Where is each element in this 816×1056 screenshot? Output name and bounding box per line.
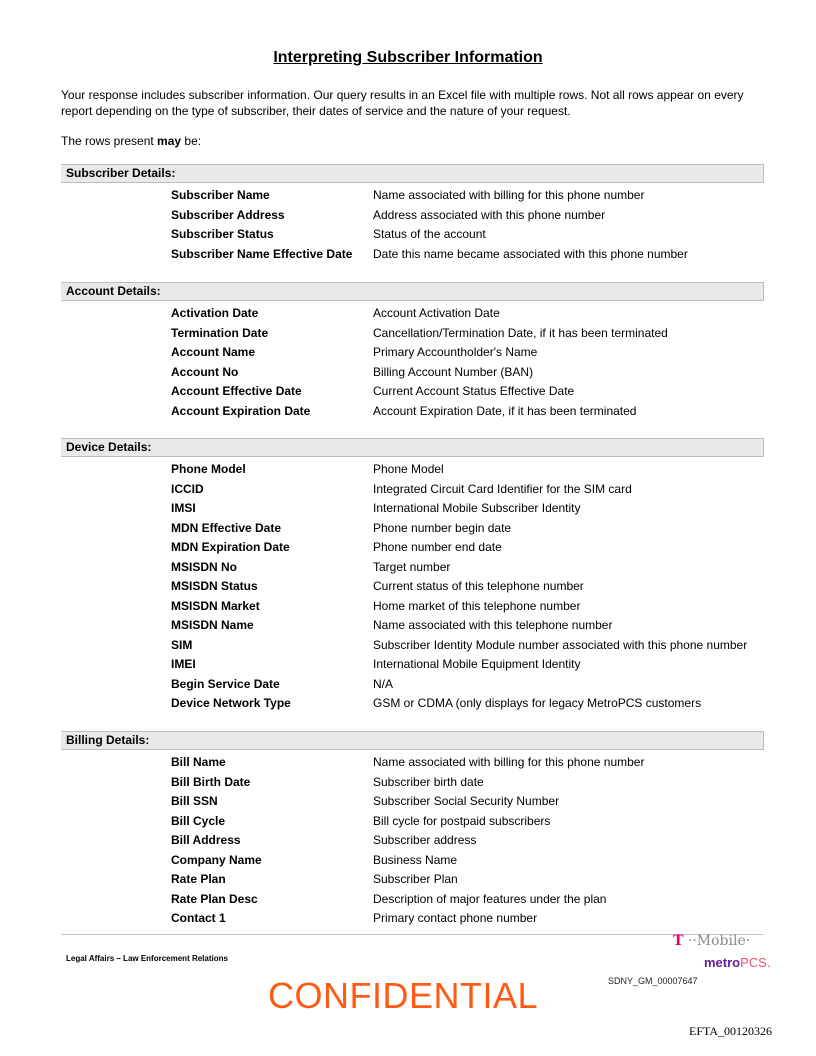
- row-label: MDN Effective Date: [171, 520, 282, 535]
- table-row: [61, 616, 764, 636]
- table-row: [61, 812, 764, 832]
- row-description: Subscriber Plan: [373, 872, 458, 886]
- table-row: [61, 363, 764, 383]
- row-description: Home market of this telephone number: [373, 598, 581, 613]
- table-row: [61, 186, 764, 206]
- row-label: Subscriber Name Effective Date: [171, 246, 353, 261]
- section-header: Billing Details:: [61, 731, 764, 750]
- rows-present-text: [61, 134, 201, 148]
- row-label: Account Name: [171, 345, 256, 359]
- row-description: Description of major features under the plan: [373, 891, 607, 906]
- rows-present-emphasis: may: [157, 134, 182, 148]
- table-row: [61, 324, 764, 344]
- row-label: Phone Model: [171, 462, 246, 476]
- row-label: IMEI: [171, 657, 196, 671]
- row-label: Termination Date: [171, 325, 269, 340]
- row-description: International Mobile Equipment Identity: [373, 657, 581, 671]
- row-label: Account Expiration Date: [171, 403, 311, 418]
- efta-number: EFTA_00120326: [689, 1024, 773, 1038]
- table-row: [61, 870, 764, 890]
- section-device-details: [61, 438, 764, 711]
- table-row: [61, 577, 764, 597]
- row-description: Account Expiration Date, if it has been terminated: [373, 403, 637, 418]
- table-row: [61, 245, 764, 265]
- row-description: Phone number end date: [373, 540, 502, 554]
- rows-present-suffix: be:: [181, 134, 202, 148]
- tmobile-logo-text: ··Mobile·: [683, 933, 751, 949]
- row-description: Subscriber Social Security Number: [373, 794, 560, 808]
- metropcs-logo-metro: metro: [704, 955, 741, 970]
- row-description: Subscriber address: [373, 833, 477, 847]
- row-description: Target number: [373, 559, 451, 574]
- row-label: ICCID: [171, 481, 204, 496]
- footer-divider: [61, 934, 764, 935]
- row-label: Account Effective Date: [171, 384, 302, 398]
- rows-present-prefix: The rows present: [61, 134, 158, 148]
- row-label: Bill Address: [171, 833, 241, 847]
- table-row: [61, 519, 764, 539]
- table-row: [61, 480, 764, 500]
- table-row: [61, 558, 764, 578]
- confidential-stamp: CONFIDENTIAL: [268, 975, 539, 1016]
- row-label: Subscriber Address: [171, 207, 285, 222]
- row-label: Device Network Type: [171, 696, 291, 710]
- row-label: Rate Plan Desc: [171, 891, 258, 906]
- row-label: Begin Service Date: [171, 676, 280, 691]
- table-row: [61, 694, 764, 714]
- table-row: [61, 402, 764, 422]
- section-header: Subscriber Details:: [61, 164, 764, 183]
- row-label: Bill Name: [171, 755, 226, 769]
- row-description: Billing Account Number (BAN): [373, 364, 534, 379]
- row-description: Name associated with billing for this phone number: [373, 755, 645, 769]
- row-label: Contact 1: [171, 911, 226, 925]
- row-description: GSM or CDMA (only displays for legacy MetroPCS customers: [373, 696, 702, 710]
- table-row: [61, 655, 764, 675]
- table-row: [61, 538, 764, 558]
- table-row: [61, 753, 764, 773]
- row-label: Rate Plan: [171, 872, 226, 886]
- row-description: Current Account Status Effective Date: [373, 384, 575, 398]
- table-row: [61, 597, 764, 617]
- row-label: Subscriber Name: [171, 188, 270, 202]
- table-row: [61, 206, 764, 226]
- row-label: MSISDN Status: [171, 579, 258, 593]
- row-label: Bill SSN: [171, 794, 218, 808]
- row-label: MSISDN No: [171, 559, 237, 574]
- tmobile-logo: [673, 933, 750, 949]
- row-description: International Mobile Subscriber Identity: [373, 501, 581, 515]
- table-row: [61, 499, 764, 519]
- row-description: Business Name: [373, 852, 458, 867]
- table-row: [61, 304, 764, 324]
- row-description: Address associated with this phone number: [373, 207, 606, 222]
- table-row: [61, 773, 764, 793]
- section-header: Account Details:: [61, 282, 764, 301]
- row-label: Bill Cycle: [171, 813, 226, 828]
- table-row: [61, 890, 764, 910]
- table-row: [61, 225, 764, 245]
- section-header: Device Details:: [61, 438, 764, 457]
- row-description: Subscriber birth date: [373, 774, 484, 789]
- row-description: Date this name became associated with this phone number: [373, 246, 688, 261]
- row-description: Cancellation/Termination Date, if it has been terminated: [373, 325, 668, 340]
- section-subscriber-details: [61, 164, 764, 261]
- section-account-details: [61, 282, 764, 418]
- table-row: [61, 382, 764, 402]
- row-label: MSISDN Market: [171, 598, 260, 613]
- metropcs-logo-pcs: PCS.: [740, 955, 771, 970]
- table-row: [61, 909, 764, 929]
- metropcs-logo: [704, 955, 770, 970]
- section-billing-details: [61, 731, 764, 926]
- row-description: Bill cycle for postpaid subscribers: [373, 813, 551, 828]
- row-label: MDN Expiration Date: [171, 540, 290, 554]
- row-label: Bill Birth Date: [171, 774, 251, 789]
- row-description: Phone Model: [373, 462, 444, 476]
- footer-department: Legal Affairs – Law Enforcement Relations: [66, 954, 228, 963]
- row-description: Subscriber Identity Module number associated with this phone number: [373, 637, 748, 652]
- row-description: Status of the account: [373, 227, 486, 241]
- intro-paragraph: Your response includes subscriber information. Our query results in an Excel file with multiple rows. Not all rows appear on every report depending on the type of subscriber, their dates of service and the nature of your request.: [61, 88, 744, 118]
- table-row: [61, 792, 764, 812]
- table-row: [61, 636, 764, 656]
- row-description: Integrated Circuit Card Identifier for the SIM card: [373, 481, 632, 496]
- row-description: Current status of this telephone number: [373, 579, 584, 593]
- row-label: Company Name: [171, 852, 262, 867]
- row-description: Name associated with this telephone number: [373, 618, 613, 632]
- bates-number: SDNY_GM_00007647: [608, 976, 698, 986]
- row-description: Primary contact phone number: [373, 911, 538, 925]
- row-description: Primary Accountholder's Name: [373, 345, 538, 359]
- table-row: [61, 343, 764, 363]
- row-label: Activation Date: [171, 306, 259, 320]
- table-row: [61, 460, 764, 480]
- table-row: [61, 851, 764, 871]
- row-label: SIM: [171, 637, 193, 652]
- row-label: MSISDN Name: [171, 618, 254, 632]
- row-label: Account No: [171, 364, 239, 379]
- table-row: [61, 831, 764, 851]
- row-description: Phone number begin date: [373, 520, 512, 535]
- table-row: [61, 675, 764, 695]
- page-title: Interpreting Subscriber Information: [273, 49, 543, 66]
- tmobile-logo-t: T: [673, 933, 684, 949]
- row-label: Subscriber Status: [171, 227, 274, 241]
- row-description: Account Activation Date: [373, 306, 500, 320]
- row-label: IMSI: [171, 501, 196, 515]
- row-description: Name associated with billing for this phone number: [373, 188, 645, 202]
- row-description: N/A: [373, 676, 394, 691]
